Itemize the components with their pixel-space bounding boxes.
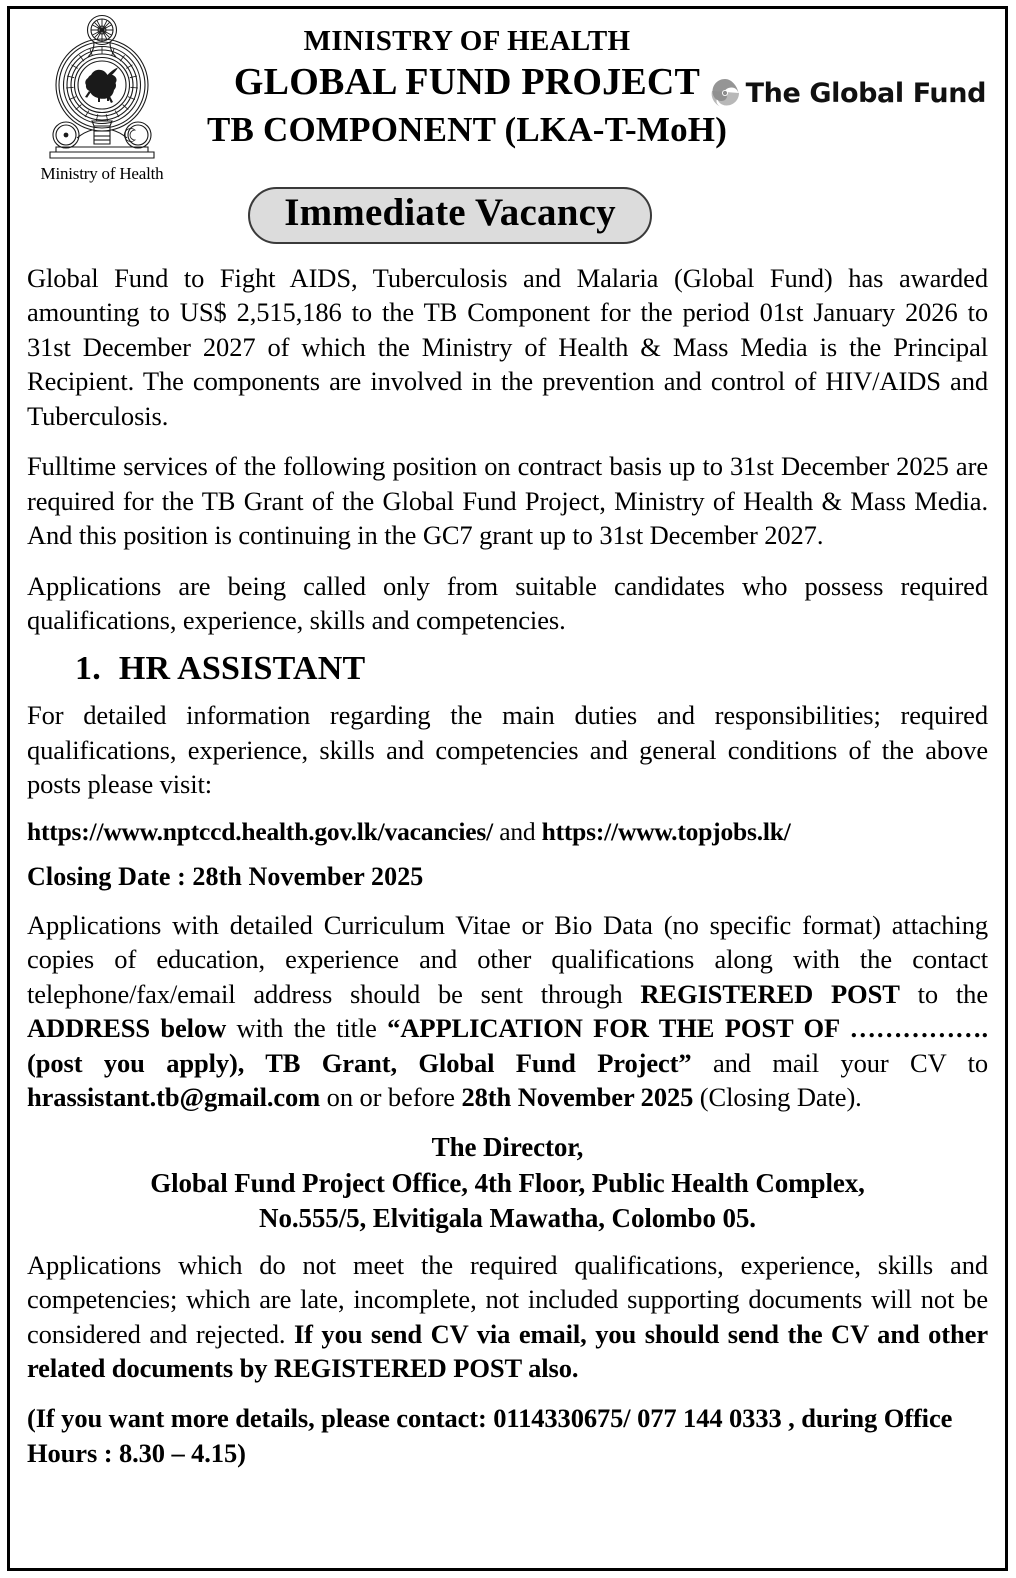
link-conjunction: and [493,816,542,846]
intro-paragraph: Global Fund to Fight AIDS, Tuberculosis and Malaria (Global Fund) has awarded amounting to US$ 2,515,186 to the TB Component for the period 01st January 2026 to 31st December 2027 of which the Ministry of Health & Mass Media is the Principal Recipient. The components are involved in the prevention and control of HIV/AIDS and Tuberculosis. [27,263,988,431]
submission-title-quote: “APPLICATION FOR THE POST OF ……………. (post you apply), TB Grant, Global Fund Project” [27,1013,988,1078]
global-fund-spiral-icon [709,77,741,109]
rejection-paragraph [27,1248,988,1386]
sri-lanka-national-emblem-icon [36,13,168,163]
address-line-3: No.555/5, Elvitigala Mawatha, Colombo 05. [259,1202,756,1233]
title-project: GLOBAL FUND PROJECT [233,61,701,104]
title-ministry: MINISTRY OF HEALTH [303,25,631,57]
title-component: TB COMPONENT (LKA-T-MoH) [206,109,728,149]
immediate-vacancy-badge-row [160,187,740,244]
rejection-emphasis: If you send CV via email, you should send the CV and other related documents by REGISTERED POST also. [27,1318,988,1384]
reference-links-line [27,815,988,848]
address-block [27,1130,988,1235]
immediate-vacancy-badge: Immediate Vacancy [248,187,652,244]
link-nptccd[interactable]: https://www.nptccd.health.gov.lk/vacancies/ [27,816,494,846]
submission-email[interactable]: hrassistant.tb@gmail.com [27,1082,321,1113]
contact-note: (If you want more details, please contact: 0114330675/ 077 144 0333 , during Office Hours : 8.30 – 4.15) [27,1403,953,1468]
emblem-block [27,13,177,184]
submission-seg1: Applications with detailed Curriculum Vitae or Bio Data (no specific format) attaching copies of education, experience and other qualifications along with the contact telephone/fax/email address should be sent through [27,909,988,1009]
submission-seg7: and mail your CV to [691,1047,988,1078]
post-number: 1. [75,650,101,688]
submission-registered-post: REGISTERED POST [640,978,900,1009]
address-line-1: The Director, [431,1132,584,1163]
closing-date-line: Closing Date : 28th November 2025 [27,861,424,891]
submission-seg5: with the title [226,1013,388,1044]
position-paragraph: Fulltime services of the following position on contract basis up to 31st December 2025 are required for the TB Grant of the Global Fund Project, Ministry of Health & Mass Media. And this position is continuing in the GC7 grant up to 31st December 2027. [27,451,988,551]
submission-deadline: 28th November 2025 [461,1082,694,1113]
page-inner [10,9,1005,1568]
global-fund-logo [709,77,986,109]
header-titles [177,9,757,152]
post-title: HR ASSISTANT [118,650,366,688]
rejection-seg1: Applications which do not meet the required qualifications, experience, skills and competencies; which are late, incomplete, not included supporting documents will not be considered and rejected. [27,1249,988,1349]
post-heading [27,650,988,688]
submission-seg9: on or before [320,1082,462,1113]
submission-address-below: ADDRESS below [27,1013,227,1044]
address-line-2: Global Fund Project Office, 4th Floor, Public Health Complex, [150,1167,865,1198]
document-header [27,9,988,184]
emblem-caption: Ministry of Health [40,164,164,183]
submission-seg3: to the [899,978,988,1009]
global-fund-logo-text: The Global Fund [745,77,986,109]
document-content [27,261,988,1470]
submission-paragraph [27,908,988,1115]
submission-seg11: (Closing Date). [693,1082,862,1113]
link-topjobs[interactable]: https://www.topjobs.lk/ [541,816,791,846]
applications-paragraph: Applications are being called only from suitable candidates who possess required qualifications, experience, skills and competencies. [27,570,988,635]
details-paragraph: For detailed information regarding the main duties and responsibilities; required qualifications, experience, skills and competencies and general conditions of the above posts please visit: [27,700,988,800]
